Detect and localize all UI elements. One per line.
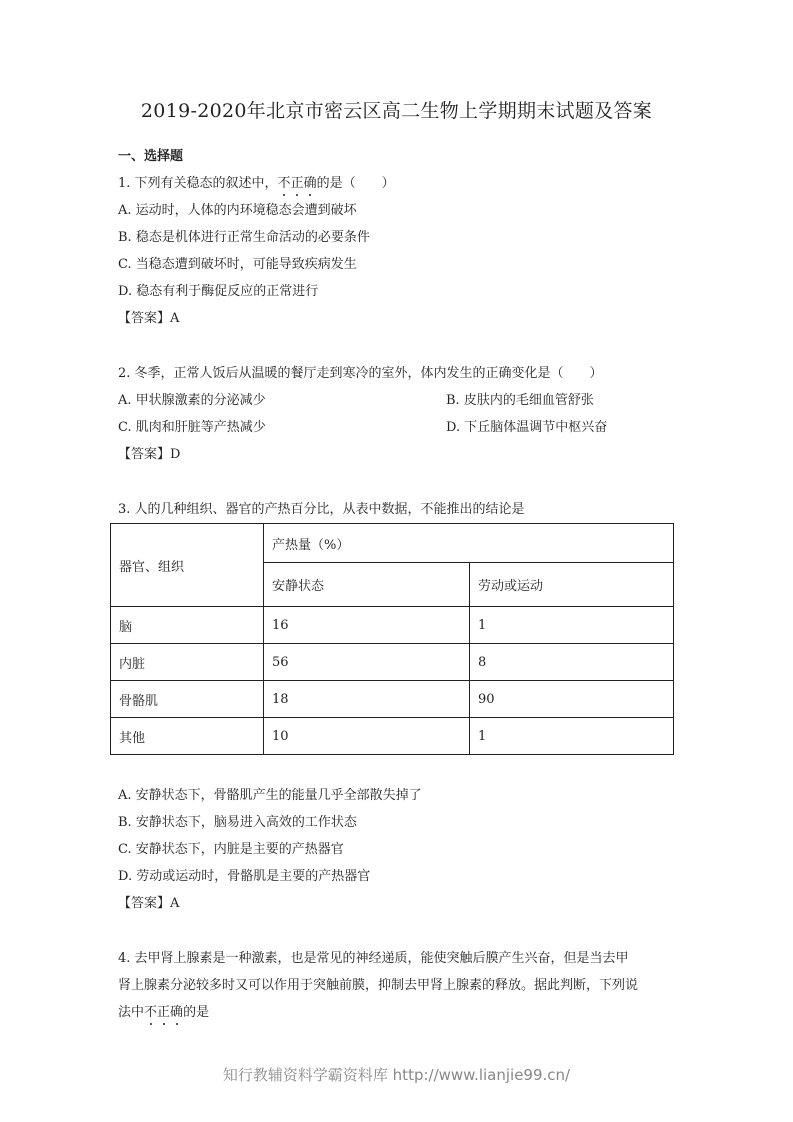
table-cell-rest: 16 — [264, 607, 470, 644]
question-2-option-a: A. 甲状腺激素的分泌减少 — [118, 393, 266, 408]
emphasis-char: 不 — [144, 1005, 158, 1020]
question-4-line-3-pre: 法中 — [118, 1005, 145, 1020]
table-cell-rest: 10 — [264, 718, 470, 755]
table-header-row — [111, 524, 674, 563]
table-header-organ: 器官、组织 — [111, 524, 264, 607]
table-cell-organ: 骨骼肌 — [111, 681, 264, 718]
question-4-line-3 — [118, 1001, 209, 1020]
question-3-answer: 【答案】A — [118, 896, 180, 911]
question-2-option-c: C. 肌肉和肝脏等产热减少 — [118, 420, 266, 435]
table-row — [111, 607, 674, 644]
table-cell-organ: 其他 — [111, 718, 264, 755]
table-header-rest: 安静状态 — [264, 563, 470, 607]
question-2-option-b: B. 皮肤内的毛细血管舒张 — [446, 393, 594, 408]
table-row — [111, 681, 674, 718]
question-1-answer: 【答案】A — [118, 311, 180, 326]
question-1-stem-pre: 1. 下列有关稳态的叙述中， — [118, 176, 278, 191]
question-4-line-1: 4. 去甲肾上腺素是一种激素，也是常见的神经递质，能使突触后膜产生兴奋，但是当去甲 — [118, 951, 629, 966]
table-cell-rest: 56 — [264, 644, 470, 681]
question-3-option-b: B. 安静状态下，脑易进入高效的工作状态 — [118, 815, 357, 830]
table-cell-organ: 脑 — [111, 607, 264, 644]
question-1-option-c: C. 当稳态遭到破坏时，可能导致疾病发生 — [118, 257, 357, 272]
emphasis-char: 确 — [170, 1005, 184, 1020]
table-cell-exercise: 1 — [470, 718, 674, 755]
question-1-option-a: A. 运动时，人体的内环境稳态会遭到破坏 — [118, 203, 357, 218]
emphasis-char: 不 — [277, 176, 291, 191]
table-header-exercise: 劳动或运动 — [470, 563, 674, 607]
question-2-answer: 【答案】D — [118, 447, 181, 462]
question-4-line-3-post: 的是 — [183, 1005, 210, 1020]
question-3-option-a: A. 安静状态下，骨骼肌产生的能量几乎全部散失掉了 — [118, 788, 422, 803]
table-cell-organ: 内脏 — [111, 644, 264, 681]
question-4-line-2: 肾上腺素分泌较多时又可以作用于突触前膜，抑制去甲肾上腺素的释放。据此判断，下列说 — [118, 978, 639, 993]
table-row — [111, 644, 674, 681]
table-cell-exercise: 1 — [470, 607, 674, 644]
section-heading: 一、选择题 — [118, 149, 184, 164]
page-title: 2019-2020年北京市密云区高二生物上学期期末试题及答案 — [140, 100, 653, 122]
question-1-option-d: D. 稳态有利于酶促反应的正常进行 — [118, 284, 319, 299]
heat-production-table — [110, 523, 674, 755]
question-3-option-d: D. 劳动或运动时，骨骼肌是主要的产热器官 — [118, 869, 371, 884]
question-2-option-d: D. 下丘脑体温调节中枢兴奋 — [446, 420, 608, 435]
emphasis-char: 正 — [157, 1005, 171, 1020]
table-row — [111, 718, 674, 755]
question-3-stem: 3. 人的几种组织、器官的产热百分比，从表中数据，不能推出的结论是 — [118, 502, 525, 517]
table-header-heat: 产热量（%） — [264, 524, 674, 563]
emphasis-char: 正 — [290, 176, 304, 191]
question-2-stem: 2. 冬季，正常人饭后从温暖的餐厅走到寒冷的室外，体内发生的正确变化是（ ） — [118, 366, 603, 381]
question-1-stem-post: 的是（ ） — [316, 176, 395, 191]
table-cell-rest: 18 — [264, 681, 470, 718]
question-1-stem — [118, 172, 395, 191]
emphasis-char: 确 — [303, 176, 317, 191]
question-3-option-c: C. 安静状态下，内脏是主要的产热器官 — [118, 842, 344, 857]
question-1-option-b: B. 稳态是机体进行正常生命活动的必要条件 — [118, 230, 370, 245]
footer-watermark: 知行教辅资料学霸资料库 http://www.lianjie99.cn/ — [222, 1066, 571, 1084]
table-cell-exercise: 8 — [470, 644, 674, 681]
table-cell-exercise: 90 — [470, 681, 674, 718]
